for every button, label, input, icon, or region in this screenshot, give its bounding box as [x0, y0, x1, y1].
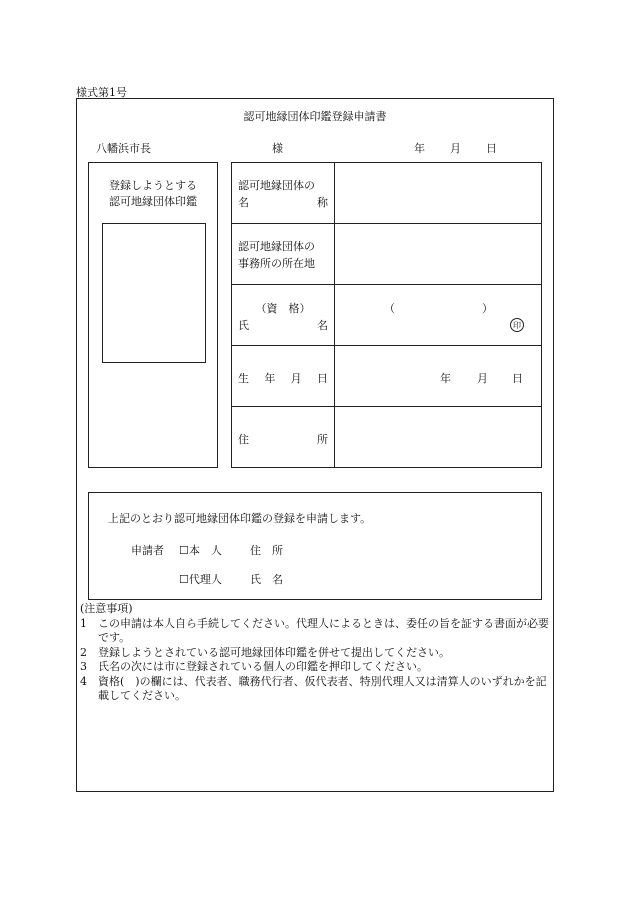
note-text: この申請は本人自ら手続してください。代理人によるときは、委任の旨を証する書面が必要です。	[98, 616, 549, 644]
birth-label-char: 生	[238, 372, 249, 385]
notes-section	[80, 602, 550, 704]
person-label	[238, 300, 328, 334]
birth-label-char: 日	[316, 372, 328, 385]
qualification-label: （資 格）	[255, 302, 311, 315]
person-name-label-char: 氏	[238, 319, 249, 332]
date-year-label: 年	[414, 142, 425, 155]
seal-mark-icon: 印	[510, 318, 524, 332]
note-item	[80, 660, 550, 675]
date-day-label: 日	[486, 142, 497, 155]
note-number: 4	[80, 674, 87, 688]
person-name-label-char: 名	[317, 319, 328, 332]
person-name-label	[238, 317, 328, 334]
note-number: 3	[80, 660, 87, 673]
seal-caption	[88, 178, 218, 210]
person-name-field[interactable]	[335, 285, 541, 345]
birth-day-label: 日	[512, 372, 523, 385]
birth-month-label: 月	[477, 372, 488, 385]
birth-date-field[interactable]	[335, 346, 541, 406]
applicant-label: 申請者	[131, 544, 164, 557]
note-text: 登録しようとされている認可地縁団体印鑑を併せて提出してください。	[98, 645, 450, 659]
seal-caption-line1: 登録しようとする	[109, 179, 197, 192]
addressee: 八幡浜市長	[96, 142, 151, 155]
office-label-line1: 認可地縁団体の	[238, 240, 315, 253]
application-statement: 上記のとおり認可地縁団体印鑑の登録を申請します。	[108, 512, 372, 525]
office-label-line2: 事務所の所在地	[238, 257, 315, 270]
note-item	[80, 646, 550, 661]
org-name-label-line1: 認可地縁団体の	[238, 179, 315, 192]
address-field[interactable]	[335, 407, 541, 467]
qualification-paren-open: （	[384, 302, 395, 315]
org-name-label	[238, 177, 328, 211]
org-name-label-char: 称	[317, 196, 328, 209]
note-number: 1	[80, 616, 87, 630]
applicant-name-label: 氏 名	[250, 573, 283, 586]
office-address-field[interactable]	[335, 224, 541, 284]
org-name-label-char: 名	[238, 196, 249, 209]
org-name-field[interactable]	[335, 163, 541, 223]
applicant-address-label: 住 所	[250, 544, 283, 557]
seal-caption-line2: 認可地縁団体印鑑	[109, 195, 197, 208]
notes-heading: (注意事項)	[80, 602, 133, 615]
form-title: 認可地縁団体印鑑登録申請書	[243, 110, 387, 123]
address-label-char: 住	[238, 433, 249, 446]
birth-label-char: 年	[264, 372, 276, 385]
note-item	[80, 675, 550, 704]
note-text: 氏名の次には市に登録されている個人の印鑑を押印してください。	[98, 660, 428, 673]
birth-label-char: 月	[290, 372, 302, 385]
note-text: 資格( )の欄には、代表者、職務代行者、仮代表者、特別代理人又は清算人のいずれかを記載してください。	[98, 674, 547, 702]
birth-year-label: 年	[440, 372, 451, 385]
org-name-label-line2	[238, 194, 328, 211]
note-number: 2	[80, 645, 87, 659]
agent-checkbox[interactable]: ☐代理人	[179, 573, 222, 586]
qualification-paren-close: ）	[482, 302, 493, 315]
address-label	[238, 431, 328, 447]
note-item	[80, 617, 550, 646]
form-number: 様式第1号	[76, 86, 127, 99]
birth-date-label	[238, 370, 328, 386]
office-label	[238, 238, 328, 272]
self-checkbox[interactable]: ☐本 人	[179, 544, 222, 557]
date-month-label: 月	[450, 142, 461, 155]
seal-impression-box[interactable]	[102, 223, 206, 363]
honorific: 様	[272, 142, 283, 155]
address-label-char: 所	[317, 433, 328, 446]
